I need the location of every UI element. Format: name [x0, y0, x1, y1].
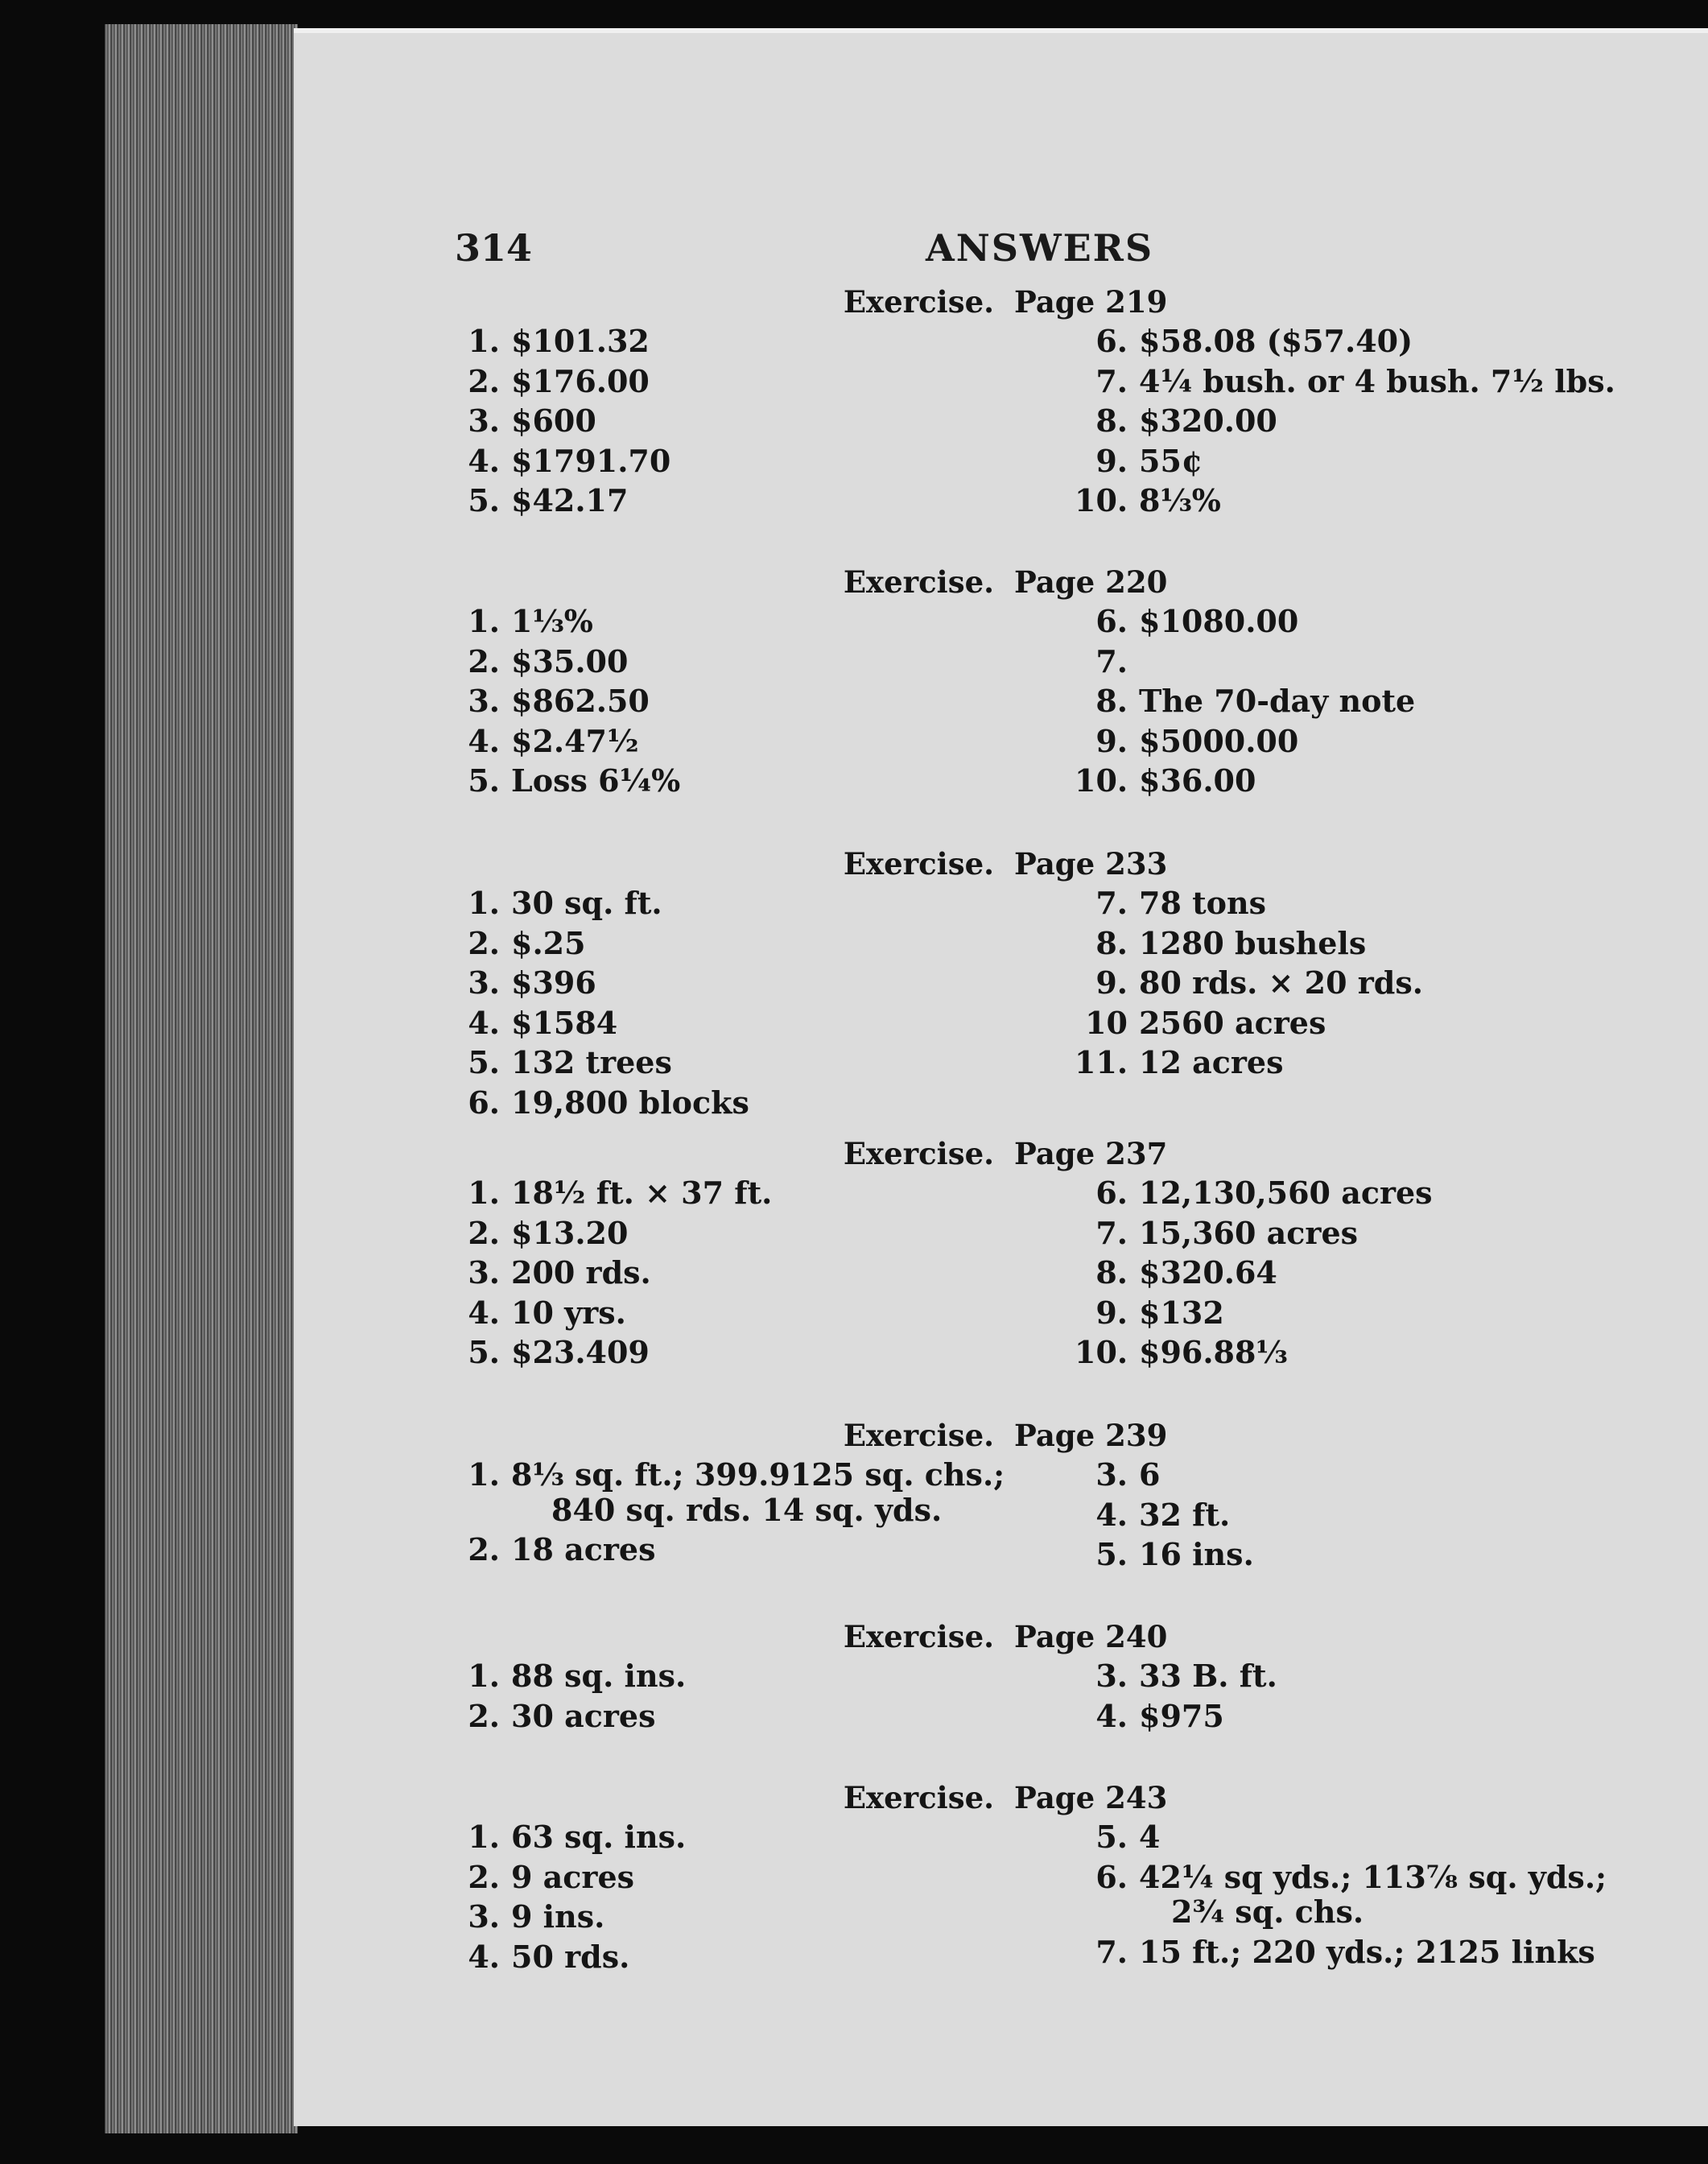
answer-number: 6. [1095, 603, 1128, 639]
answer-number: 2. [468, 924, 500, 961]
answer-value: 9 ins. [511, 1898, 605, 1935]
answer-value: 8⅓% [1139, 482, 1221, 518]
answer-number: 1. [468, 323, 500, 359]
answer-item [447, 925, 586, 961]
answer-value: 16 ins. [1139, 1536, 1254, 1572]
answer-number: 5. [468, 1044, 500, 1080]
answer-value: 10 yrs. [511, 1294, 626, 1331]
answer-item [447, 443, 670, 479]
answer-number: 2. [468, 1697, 500, 1734]
answer-item [1075, 1819, 1160, 1855]
exercise-label: Exercise. [843, 1619, 994, 1654]
answer-value: $101.32 [511, 323, 650, 359]
answer-item [1075, 1005, 1326, 1041]
answer-item [447, 1939, 629, 1975]
answer-number: 3. [468, 964, 500, 1001]
answer-item [447, 1819, 686, 1855]
answer-item [1075, 964, 1423, 1001]
answer-number: 3. [468, 1254, 500, 1291]
answer-number: 8. [1095, 1254, 1128, 1291]
answer-value: 12,130,560 acres [1139, 1175, 1433, 1211]
answer-value: $320.64 [1139, 1254, 1277, 1291]
answer-value: $132 [1139, 1294, 1224, 1331]
answer-number: 11. [1075, 1044, 1128, 1080]
answer-value: 63 sq. ins. [511, 1819, 687, 1855]
answer-number: 5. [468, 762, 500, 799]
answer-value: 1280 bushels [1139, 924, 1367, 961]
page-edge [105, 24, 298, 2133]
answer-item [1075, 1859, 1607, 1895]
answer-value: $58.08 ($57.40) [1139, 323, 1413, 359]
answer-item [1075, 603, 1298, 639]
answer-value: 32 ft. [1139, 1496, 1231, 1533]
answer-value: 2560 acres [1139, 1004, 1326, 1041]
answer-item [447, 1456, 1005, 1493]
answer-item [1075, 1934, 1595, 1970]
answer-item [1075, 403, 1277, 439]
answer-number: 9. [1095, 442, 1128, 479]
answer-value: $176.00 [511, 362, 650, 399]
answer-value: 30 acres [511, 1697, 656, 1734]
answer-item [1075, 1334, 1288, 1370]
answer-number: 7. [1095, 885, 1128, 921]
answer-item [447, 683, 650, 719]
answer-item [447, 1084, 749, 1121]
answer-value: 15 ft.; 220 yds.; 2125 links [1139, 1933, 1595, 1970]
answer-value: 6 [1139, 1456, 1161, 1493]
answer-number: 3. [1095, 1658, 1128, 1694]
answer-item [447, 964, 596, 1001]
answer-item [1075, 1175, 1433, 1211]
answer-item [1075, 1254, 1277, 1291]
answer-value: $862.50 [511, 683, 650, 719]
answer-number: 2. [468, 1531, 500, 1567]
answer-value: Loss 6¼% [511, 762, 681, 799]
answer-item [447, 1859, 634, 1895]
page-title: ANSWERS [926, 226, 1154, 270]
answer-value: $5000.00 [1139, 722, 1299, 759]
answer-item [1075, 1456, 1160, 1493]
answer-item [1075, 643, 1139, 679]
answer-number: 7. [1095, 1933, 1128, 1970]
answer-value: $35.00 [511, 642, 629, 679]
answer-number: 2. [468, 642, 500, 679]
answer-number: 7. [1095, 642, 1128, 679]
answer-value: The 70-day note [1139, 683, 1416, 719]
answer-number: 2. [468, 1214, 500, 1251]
answer-number: 8. [1095, 403, 1128, 439]
answer-number: 4. [468, 442, 500, 479]
answer-value: $.25 [511, 924, 586, 961]
answer-item [1075, 363, 1615, 399]
answer-value: $1584 [511, 1004, 618, 1041]
page-reference: Page 233 [1014, 846, 1168, 882]
exercise-label: Exercise. [843, 1136, 994, 1171]
answer-number: 4. [468, 1294, 500, 1331]
answer-number: 4. [468, 1938, 500, 1975]
answer-item [1075, 885, 1266, 921]
answer-number: 7. [1095, 1214, 1128, 1251]
answer-number: 4. [468, 722, 500, 759]
answer-item [1075, 762, 1256, 799]
answer-item [447, 603, 593, 639]
answer-value: 8⅓ sq. ft.; 399.9125 sq. chs.; [511, 1456, 1005, 1493]
answer-value: 30 sq. ft. [511, 885, 662, 921]
answer-item [1075, 323, 1413, 359]
answer-number: 10 [1085, 1004, 1128, 1041]
answer-value: 50 rds. [511, 1938, 630, 1975]
answer-number: 2. [468, 1858, 500, 1895]
answer-value: $13.20 [511, 1214, 629, 1251]
answer-item [447, 1698, 655, 1734]
answer-value: 18½ ft. × 37 ft. [511, 1175, 773, 1211]
answer-value: 1⅓% [511, 603, 593, 639]
answer-value: 15,360 acres [1139, 1214, 1359, 1251]
answer-number: 4. [1095, 1697, 1128, 1734]
answer-number: 6. [1095, 1858, 1128, 1895]
answer-number: 5. [468, 482, 500, 518]
answer-number: 6. [1095, 323, 1128, 359]
answer-item [1075, 1215, 1358, 1251]
answer-value: 132 trees [511, 1044, 672, 1080]
answer-value: $320.00 [1139, 403, 1277, 439]
answer-item [447, 723, 639, 759]
answer-number: 6. [1095, 1175, 1128, 1211]
answer-item [447, 1531, 655, 1567]
answer-item [447, 1044, 672, 1080]
page-reference: Page 239 [1014, 1418, 1168, 1453]
answer-number: 6. [468, 1084, 500, 1121]
answer-item [1075, 1295, 1224, 1331]
answer-item [1075, 683, 1415, 719]
answer-continuation: 840 sq. rds. 14 sq. yds. [551, 1491, 943, 1528]
answer-value: 18 acres [511, 1531, 656, 1567]
answer-item [447, 482, 628, 518]
answer-item [447, 323, 650, 359]
answer-item [447, 1295, 626, 1331]
answer-value: 4¼ bush. or 4 bush. 7½ lbs. [1139, 362, 1615, 399]
answer-item [1075, 443, 1203, 479]
book-page [294, 28, 1708, 2126]
answer-value: $23.409 [511, 1334, 650, 1370]
answer-number: 3. [468, 1898, 500, 1935]
answer-number: 9. [1095, 722, 1128, 759]
answer-number: 1. [468, 885, 500, 921]
exercise-label: Exercise. [843, 284, 994, 320]
page-reference: Page 220 [1014, 564, 1168, 600]
answer-value: $36.00 [1139, 762, 1256, 799]
answer-item [1075, 1698, 1224, 1734]
answer-item [1075, 1044, 1283, 1080]
exercise-label: Exercise. [843, 1418, 994, 1453]
page-reference: Page 243 [1014, 1780, 1168, 1815]
answer-item [447, 885, 662, 921]
exercise-label: Exercise. [843, 846, 994, 882]
answer-value: 42¼ sq yds.; 113⅞ sq. yds.; [1139, 1858, 1607, 1895]
answer-number: 9. [1095, 1294, 1128, 1331]
page-number: 314 [455, 226, 533, 270]
answer-number: 3. [468, 683, 500, 719]
answer-number: 1. [468, 603, 500, 639]
answer-item [447, 1215, 628, 1251]
answer-number: 10. [1075, 1334, 1128, 1370]
answer-value: 9 acres [511, 1858, 635, 1895]
page-reference: Page 237 [1014, 1136, 1168, 1171]
answer-item [447, 1658, 686, 1694]
answer-item [447, 403, 596, 439]
answer-number: 10. [1075, 482, 1128, 518]
answer-value: $2.47½ [511, 722, 639, 759]
answer-continuation: 2¾ sq. chs. [1171, 1894, 1364, 1930]
answer-item [1075, 482, 1221, 518]
answer-value: $96.88⅓ [1139, 1334, 1288, 1370]
answer-value: $396 [511, 964, 596, 1001]
answer-item [447, 1175, 772, 1211]
answer-number: 10. [1075, 762, 1128, 799]
answer-number: 8. [1095, 683, 1128, 719]
answer-item [447, 363, 650, 399]
answer-value: $600 [511, 403, 596, 439]
answer-item [1075, 1497, 1230, 1533]
answer-item [447, 1334, 650, 1370]
answer-number: 7. [1095, 362, 1128, 399]
answer-item [1075, 1658, 1277, 1694]
answer-number: 4. [468, 1004, 500, 1041]
answer-value: 78 tons [1139, 885, 1267, 921]
answer-value: $42.17 [511, 482, 629, 518]
answer-item [447, 1005, 617, 1041]
answer-number: 1. [468, 1175, 500, 1211]
answer-number: 5. [1095, 1536, 1128, 1572]
answer-number: 4. [1095, 1496, 1128, 1533]
answer-value: 80 rds. × 20 rds. [1139, 964, 1423, 1001]
answer-item [1075, 1536, 1254, 1572]
page-reference: Page 240 [1014, 1619, 1168, 1654]
answer-number: 1. [468, 1819, 500, 1855]
answer-value: 4 [1139, 1819, 1161, 1855]
answer-value: 33 B. ft. [1139, 1658, 1277, 1694]
answer-number: 9. [1095, 964, 1128, 1001]
exercise-label: Exercise. [843, 564, 994, 600]
answer-item [447, 643, 628, 679]
answer-number: 3. [468, 403, 500, 439]
answer-item [1075, 925, 1366, 961]
answer-number: 2. [468, 362, 500, 399]
answer-number: 1. [468, 1658, 500, 1694]
answer-item [447, 1254, 651, 1291]
answer-value: 200 rds. [511, 1254, 651, 1291]
answer-value: $1791.70 [511, 442, 671, 479]
answer-value: 19,800 blocks [511, 1084, 749, 1121]
answer-value: 12 acres [1139, 1044, 1284, 1080]
answer-number: 5. [468, 1334, 500, 1370]
answer-value: 55¢ [1139, 442, 1203, 479]
answer-item [1075, 723, 1298, 759]
exercise-label: Exercise. [843, 1780, 994, 1815]
answer-value: 88 sq. ins. [511, 1658, 687, 1694]
answer-value: $975 [1139, 1697, 1224, 1734]
answer-item [447, 1898, 604, 1935]
answer-item [447, 762, 680, 799]
answer-number: 5. [1095, 1819, 1128, 1855]
answer-value: $1080.00 [1139, 603, 1299, 639]
answer-number: 8. [1095, 924, 1128, 961]
page-reference: Page 219 [1014, 284, 1168, 320]
answer-number: 3. [1095, 1456, 1128, 1493]
answer-number: 1. [468, 1456, 500, 1493]
